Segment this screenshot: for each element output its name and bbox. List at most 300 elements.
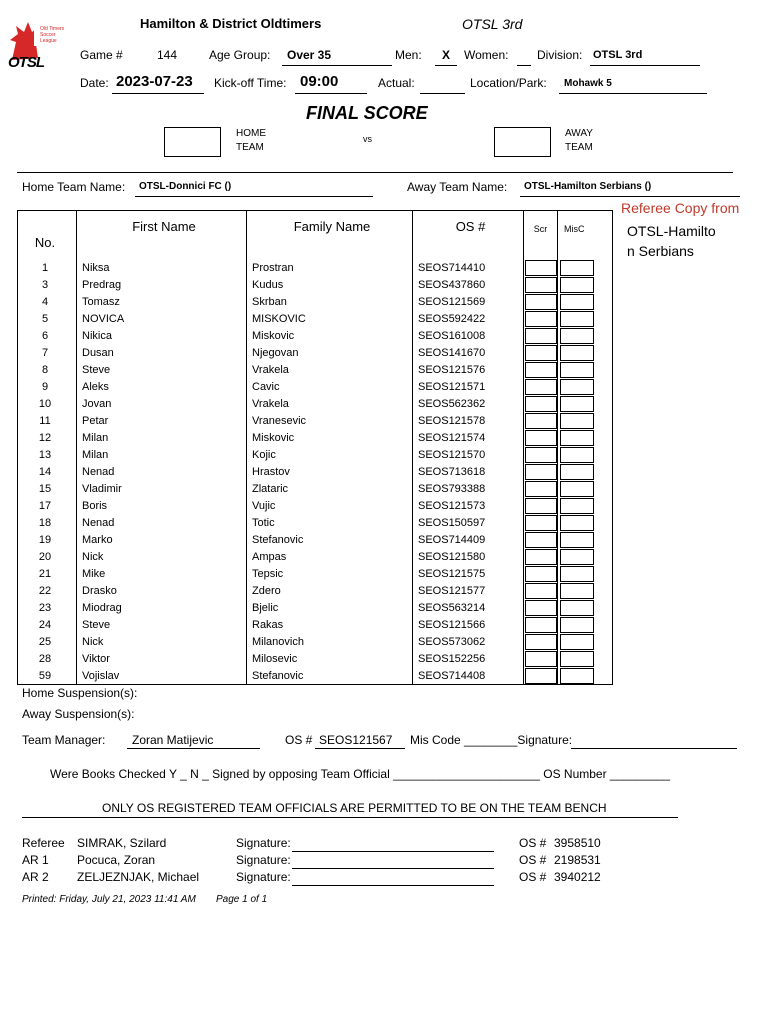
official-name: ZELJEZNJAK, Michael: [77, 870, 200, 884]
player-os-number: SEOS592422: [413, 310, 524, 327]
player-number: 10: [18, 395, 77, 412]
league-title: OTSL 3rd: [462, 16, 523, 32]
table-row: [18, 463, 613, 480]
scr-cell: [524, 667, 558, 685]
vs-label: vs: [363, 134, 372, 144]
away-score-box[interactable]: [494, 127, 551, 157]
player-os-number: SEOS121569: [413, 293, 524, 310]
scr-box[interactable]: [525, 447, 557, 463]
player-os-number: SEOS121576: [413, 361, 524, 378]
scr-cell: [524, 378, 558, 395]
player-first-name: Nick: [77, 633, 247, 650]
official-os-label: OS #: [519, 853, 547, 867]
player-os-number: SEOS121580: [413, 548, 524, 565]
referee-copy-line2: OTSL-Hamilto: [627, 223, 716, 239]
player-os-number: SEOS563214: [413, 599, 524, 616]
official-name: SIMRAK, Szilard: [77, 836, 167, 850]
books-checked-line: Were Books Checked Y _ N _ Signed by opposing Team Official ______________________ OS Number _________: [50, 767, 670, 781]
home-team-name: OTSL-Donnici FC (): [139, 181, 232, 192]
scr-box[interactable]: [525, 294, 557, 310]
official-signature-line[interactable]: [292, 868, 494, 869]
misc-cell: [558, 378, 613, 395]
misc-box[interactable]: [560, 464, 594, 480]
player-number: 14: [18, 463, 77, 480]
away-suspension-label: Away Suspension(s):: [22, 707, 135, 721]
official-role: Referee: [22, 836, 65, 850]
manager-signature-line[interactable]: [571, 748, 737, 749]
misc-cell: [558, 633, 613, 650]
scr-cell: [524, 259, 558, 276]
roster-header-row: [18, 211, 613, 260]
player-number: 6: [18, 327, 77, 344]
misc-cell: [558, 463, 613, 480]
table-row: [18, 616, 613, 633]
header-no: No.: [18, 211, 77, 260]
bench-notice: ONLY OS REGISTERED TEAM OFFICIALS ARE PERMITTED TO BE ON THE TEAM BENCH: [102, 801, 607, 815]
player-family-name: Njegovan: [247, 344, 413, 361]
player-os-number: SEOS150597: [413, 514, 524, 531]
age-group-underline: [282, 65, 392, 66]
scr-cell: [524, 616, 558, 633]
table-row: [18, 446, 613, 463]
division-value: OTSL 3rd: [593, 49, 643, 61]
table-row: [18, 276, 613, 293]
scr-box[interactable]: [525, 549, 557, 565]
misc-box[interactable]: [560, 481, 594, 497]
table-row: [18, 531, 613, 548]
player-family-name: Vrakela: [247, 361, 413, 378]
player-family-name: Rakas: [247, 616, 413, 633]
actual-underline: [420, 93, 465, 94]
scr-box[interactable]: [525, 464, 557, 480]
misc-box[interactable]: [560, 277, 594, 293]
player-first-name: Milan: [77, 446, 247, 463]
scr-box[interactable]: [525, 617, 557, 633]
player-number: 3: [18, 276, 77, 293]
final-score-title: FINAL SCORE: [306, 103, 428, 123]
scr-cell: [524, 582, 558, 599]
scr-box[interactable]: [525, 583, 557, 599]
scr-box[interactable]: [525, 311, 557, 327]
official-signature-label: Signature:: [236, 853, 291, 867]
misc-box[interactable]: [560, 583, 594, 599]
player-os-number: SEOS161008: [413, 327, 524, 344]
misc-cell: [558, 514, 613, 531]
player-number: 13: [18, 446, 77, 463]
player-first-name: Niksa: [77, 259, 247, 276]
player-first-name: Miodrag: [77, 599, 247, 616]
misc-box[interactable]: [560, 566, 594, 582]
game-label: Game #: [80, 48, 123, 62]
scr-cell: [524, 310, 558, 327]
misc-box[interactable]: [560, 498, 594, 514]
player-os-number: SEOS121566: [413, 616, 524, 633]
official-role: AR 2: [22, 870, 49, 884]
player-os-number: SEOS573062: [413, 633, 524, 650]
misc-cell: [558, 293, 613, 310]
player-number: 15: [18, 480, 77, 497]
table-row: [18, 548, 613, 565]
player-first-name: Mike: [77, 565, 247, 582]
referee-copy-line3: n Serbians: [627, 243, 694, 259]
home-label-1: HOME: [236, 128, 266, 139]
misc-cell: [558, 565, 613, 582]
scr-box[interactable]: [525, 600, 557, 616]
scr-box[interactable]: [525, 634, 557, 650]
player-os-number: SEOS713618: [413, 463, 524, 480]
logo-small-text: Old Timers Soccer League: [40, 26, 65, 44]
scr-cell: [524, 429, 558, 446]
manager-underline: [127, 748, 260, 749]
table-row: [18, 259, 613, 276]
table-row: [18, 565, 613, 582]
player-family-name: Cavic: [247, 378, 413, 395]
player-family-name: Zlataric: [247, 480, 413, 497]
player-number: 4: [18, 293, 77, 310]
scr-cell: [524, 548, 558, 565]
misc-cell: [558, 361, 613, 378]
player-os-number: SEOS437860: [413, 276, 524, 293]
manager-os-value: SEOS121567: [319, 733, 393, 747]
scr-box[interactable]: [525, 362, 557, 378]
player-family-name: Vujic: [247, 497, 413, 514]
misc-cell: [558, 650, 613, 667]
manager-os-underline: [315, 748, 405, 749]
misc-box[interactable]: [560, 396, 594, 412]
scr-cell: [524, 463, 558, 480]
logo-text: OTSL: [8, 54, 44, 71]
misc-box[interactable]: [560, 362, 594, 378]
misc-cell: [558, 276, 613, 293]
table-row: [18, 378, 613, 395]
player-family-name: Milosevic: [247, 650, 413, 667]
official-os-label: OS #: [519, 836, 547, 850]
player-family-name: Ampas: [247, 548, 413, 565]
scr-cell: [524, 480, 558, 497]
misc-cell: [558, 446, 613, 463]
player-os-number: SEOS121575: [413, 565, 524, 582]
official-os-number: 3940212: [554, 870, 601, 884]
team-manager-name: Zoran Matijevic: [132, 733, 214, 747]
divider: [17, 172, 733, 173]
player-family-name: Hrastov: [247, 463, 413, 480]
table-row: [18, 429, 613, 446]
scr-cell: [524, 633, 558, 650]
player-os-number: SEOS121577: [413, 582, 524, 599]
player-family-name: Vrakela: [247, 395, 413, 412]
player-family-name: Miskovic: [247, 327, 413, 344]
player-first-name: Dusan: [77, 344, 247, 361]
date-value: 2023-07-23: [116, 73, 193, 90]
away-team-label: Away Team Name:: [407, 180, 508, 194]
table-row: [18, 310, 613, 327]
misc-box[interactable]: [560, 311, 594, 327]
scr-cell: [524, 497, 558, 514]
bench-notice-underline: [22, 817, 678, 818]
player-family-name: Kojic: [247, 446, 413, 463]
table-row: [18, 480, 613, 497]
table-row: [18, 361, 613, 378]
men-value: X: [442, 48, 451, 62]
kickoff-label: Kick-off Time:: [214, 76, 287, 90]
misc-cell: [558, 344, 613, 361]
player-first-name: Nick: [77, 548, 247, 565]
scr-box[interactable]: [525, 345, 557, 361]
age-group-value: Over 35: [287, 48, 332, 62]
table-row: [18, 582, 613, 599]
table-row: [18, 395, 613, 412]
game-number: 144: [157, 48, 178, 62]
player-first-name: Marko: [77, 531, 247, 548]
misc-box[interactable]: [560, 379, 594, 395]
misc-cell: [558, 327, 613, 344]
misc-cell: [558, 480, 613, 497]
player-first-name: Predrag: [77, 276, 247, 293]
away-team-underline: [520, 196, 740, 197]
misc-box[interactable]: [560, 260, 594, 276]
player-os-number: SEOS152256: [413, 650, 524, 667]
misc-box[interactable]: [560, 549, 594, 565]
player-family-name: Zdero: [247, 582, 413, 599]
player-number: 24: [18, 616, 77, 633]
home-team-label: Home Team Name:: [22, 180, 126, 194]
player-number: 5: [18, 310, 77, 327]
men-label: Men:: [395, 48, 422, 62]
player-os-number: SEOS714409: [413, 531, 524, 548]
player-number: 23: [18, 599, 77, 616]
player-first-name: Milan: [77, 429, 247, 446]
misc-box[interactable]: [560, 668, 594, 684]
location-label: Location/Park:: [470, 76, 547, 90]
misc-box[interactable]: [560, 651, 594, 667]
scr-box[interactable]: [525, 379, 557, 395]
misc-cell: [558, 429, 613, 446]
manager-os-label: OS #: [285, 733, 313, 747]
table-row: [18, 412, 613, 429]
official-os-label: OS #: [519, 870, 547, 884]
home-score-box[interactable]: [164, 127, 221, 157]
player-family-name: Kudus: [247, 276, 413, 293]
scr-box[interactable]: [525, 498, 557, 514]
date-underline: [112, 93, 204, 94]
misc-box[interactable]: [560, 634, 594, 650]
women-label: Women:: [464, 48, 509, 62]
misc-cell: [558, 667, 613, 685]
printed-date: Printed: Friday, July 21, 2023 11:41 AM: [22, 894, 196, 905]
scr-cell: [524, 327, 558, 344]
player-number: 19: [18, 531, 77, 548]
player-first-name: Drasko: [77, 582, 247, 599]
official-signature-label: Signature:: [236, 870, 291, 884]
division-underline: [590, 65, 700, 66]
player-first-name: Nenad: [77, 514, 247, 531]
scr-cell: [524, 395, 558, 412]
player-number: 18: [18, 514, 77, 531]
scr-box[interactable]: [525, 668, 557, 684]
misc-cell: [558, 259, 613, 276]
scr-box[interactable]: [525, 328, 557, 344]
player-first-name: Boris: [77, 497, 247, 514]
player-family-name: Skrban: [247, 293, 413, 310]
misc-cell: [558, 497, 613, 514]
misc-box[interactable]: [560, 430, 594, 446]
division-label: Division:: [537, 48, 583, 62]
scr-box[interactable]: [525, 260, 557, 276]
otsl-logo: [6, 20, 68, 72]
player-first-name: Viktor: [77, 650, 247, 667]
misc-cell: [558, 412, 613, 429]
misc-box[interactable]: [560, 515, 594, 531]
player-first-name: Vojislav: [77, 667, 247, 685]
scr-cell: [524, 412, 558, 429]
player-number: 21: [18, 565, 77, 582]
table-row: [18, 633, 613, 650]
official-signature-line[interactable]: [292, 851, 494, 852]
misc-cell: [558, 582, 613, 599]
player-os-number: SEOS121571: [413, 378, 524, 395]
table-row: [18, 667, 613, 685]
header-scr: Scr: [524, 211, 558, 260]
player-first-name: Aleks: [77, 378, 247, 395]
player-family-name: Stefanovic: [247, 531, 413, 548]
scr-box[interactable]: [525, 413, 557, 429]
scr-box[interactable]: [525, 515, 557, 531]
player-family-name: Totic: [247, 514, 413, 531]
team-manager-label: Team Manager:: [22, 733, 106, 747]
away-team-name: OTSL-Hamilton Serbians (): [524, 181, 652, 192]
misc-box[interactable]: [560, 617, 594, 633]
table-row: [18, 497, 613, 514]
player-number: 12: [18, 429, 77, 446]
scr-cell: [524, 276, 558, 293]
scr-cell: [524, 599, 558, 616]
player-family-name: MISKOVIC: [247, 310, 413, 327]
scr-cell: [524, 293, 558, 310]
org-title: Hamilton & District Oldtimers: [140, 16, 322, 31]
player-first-name: Jovan: [77, 395, 247, 412]
player-number: 1: [18, 259, 77, 276]
location-value: Mohawk 5: [564, 78, 612, 89]
men-underline: [435, 65, 457, 66]
scr-box[interactable]: [525, 430, 557, 446]
official-signature-line[interactable]: [292, 885, 494, 886]
player-first-name: Steve: [77, 616, 247, 633]
player-family-name: Miskovic: [247, 429, 413, 446]
player-number: 7: [18, 344, 77, 361]
misc-box[interactable]: [560, 447, 594, 463]
player-os-number: SEOS562362: [413, 395, 524, 412]
official-os-number: 3958510: [554, 836, 601, 850]
player-os-number: SEOS714408: [413, 667, 524, 685]
player-number: 25: [18, 633, 77, 650]
misc-box[interactable]: [560, 328, 594, 344]
scr-box[interactable]: [525, 651, 557, 667]
player-os-number: SEOS793388: [413, 480, 524, 497]
misc-cell: [558, 531, 613, 548]
away-label-1: AWAY: [565, 128, 593, 139]
scr-cell: [524, 344, 558, 361]
referee-copy-line1: Referee Copy from: [621, 200, 740, 216]
table-row: [18, 327, 613, 344]
actual-label: Actual:: [378, 76, 415, 90]
scr-cell: [524, 446, 558, 463]
kickoff-value: 09:00: [300, 73, 339, 90]
header-os: OS #: [413, 211, 524, 260]
misc-cell: [558, 395, 613, 412]
page-number: Page 1 of 1: [216, 894, 268, 905]
misc-cell: [558, 548, 613, 565]
player-family-name: Vranesevic: [247, 412, 413, 429]
age-group-label: Age Group:: [209, 48, 271, 62]
player-number: 20: [18, 548, 77, 565]
player-os-number: SEOS121570: [413, 446, 524, 463]
player-number: 59: [18, 667, 77, 685]
misc-cell: [558, 599, 613, 616]
misc-box[interactable]: [560, 413, 594, 429]
header-family-name: Family Name: [247, 211, 413, 260]
player-os-number: SEOS121578: [413, 412, 524, 429]
scr-cell: [524, 531, 558, 548]
scr-cell: [524, 514, 558, 531]
scr-box[interactable]: [525, 396, 557, 412]
misc-box[interactable]: [560, 294, 594, 310]
misc-box[interactable]: [560, 600, 594, 616]
player-family-name: Prostran: [247, 259, 413, 276]
scr-cell: [524, 361, 558, 378]
player-family-name: Tepsic: [247, 565, 413, 582]
official-name: Pocuca, Zoran: [77, 853, 156, 867]
location-underline: [559, 93, 707, 94]
player-first-name: NOVICA: [77, 310, 247, 327]
scr-box[interactable]: [525, 566, 557, 582]
misc-cell: [558, 310, 613, 327]
player-os-number: SEOS121574: [413, 429, 524, 446]
table-row: [18, 599, 613, 616]
table-row: [18, 344, 613, 361]
date-label: Date:: [80, 76, 109, 90]
player-first-name: Nenad: [77, 463, 247, 480]
home-suspension-label: Home Suspension(s):: [22, 686, 138, 700]
header-first-name: First Name: [77, 211, 247, 260]
table-row: [18, 293, 613, 310]
player-number: 28: [18, 650, 77, 667]
player-os-number: SEOS714410: [413, 259, 524, 276]
player-first-name: Petar: [77, 412, 247, 429]
scr-box[interactable]: [525, 481, 557, 497]
player-first-name: Tomasz: [77, 293, 247, 310]
home-label-2: TEAM: [236, 142, 264, 153]
official-role: AR 1: [22, 853, 49, 867]
player-number: 11: [18, 412, 77, 429]
player-number: 8: [18, 361, 77, 378]
misc-box[interactable]: [560, 532, 594, 548]
scr-cell: [524, 650, 558, 667]
scr-cell: [524, 565, 558, 582]
player-family-name: Bjelic: [247, 599, 413, 616]
kickoff-underline: [295, 93, 367, 94]
scr-box[interactable]: [525, 532, 557, 548]
misc-box[interactable]: [560, 345, 594, 361]
away-label-2: TEAM: [565, 142, 593, 153]
player-os-number: SEOS121573: [413, 497, 524, 514]
women-underline: [517, 65, 531, 66]
roster-table: [17, 210, 613, 685]
table-row: [18, 514, 613, 531]
player-number: 9: [18, 378, 77, 395]
player-number: 17: [18, 497, 77, 514]
player-first-name: Nikica: [77, 327, 247, 344]
scr-box[interactable]: [525, 277, 557, 293]
